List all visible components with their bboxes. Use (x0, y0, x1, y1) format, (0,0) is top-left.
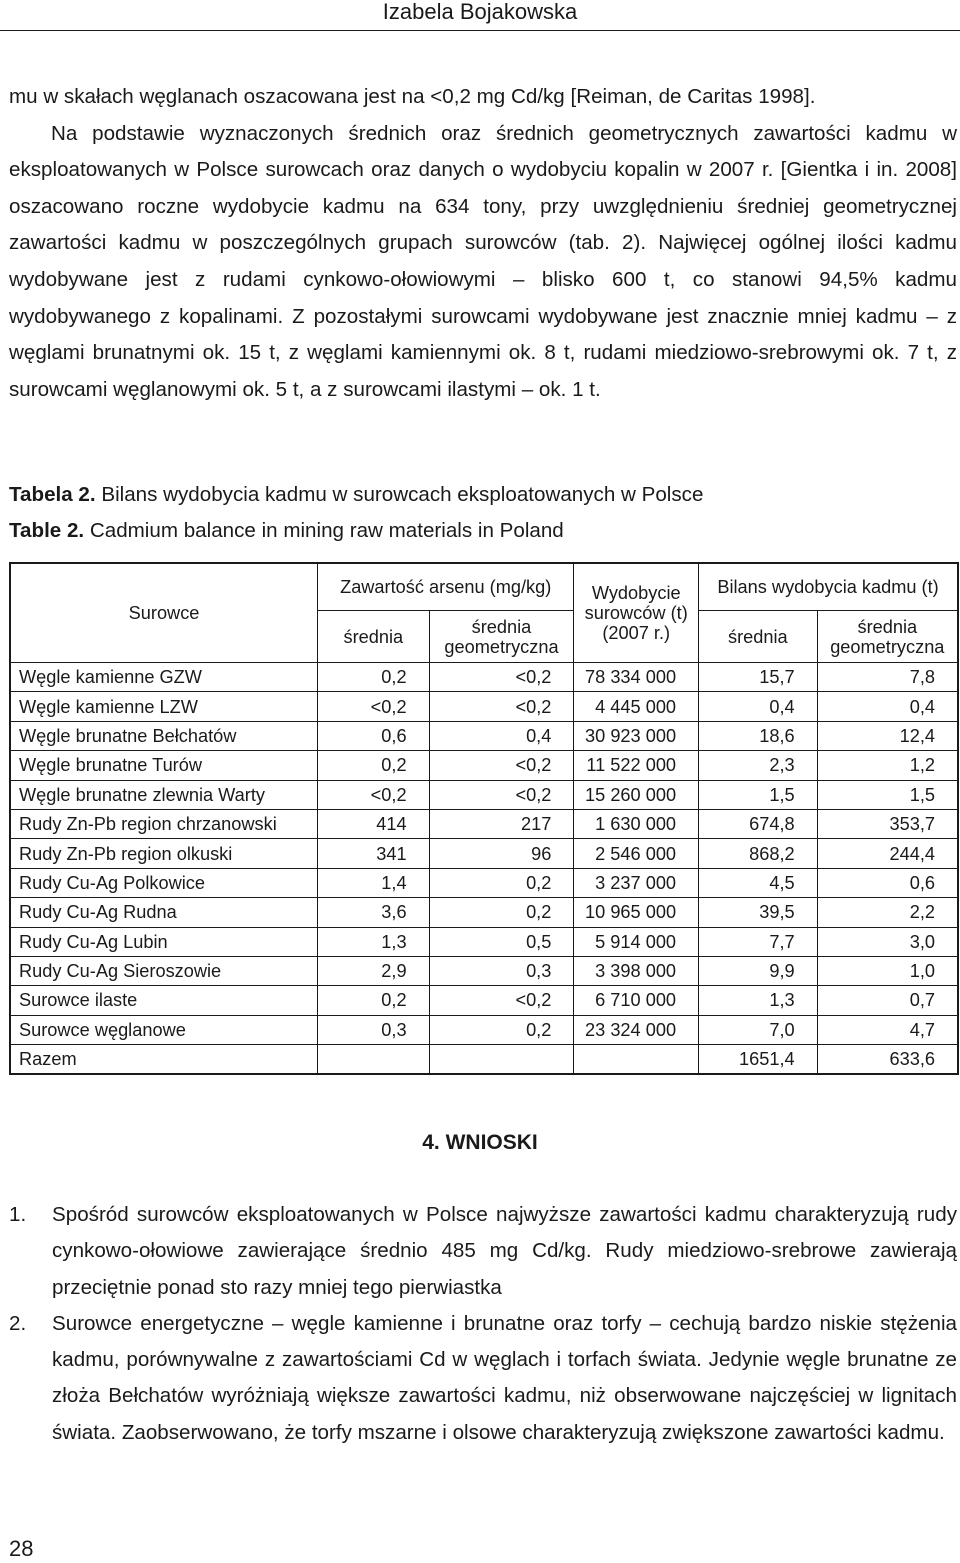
cell-bilans-srednia: 2,3 (699, 751, 818, 780)
table-row (10, 927, 958, 956)
header-wydobycie: Wydobycie surowców (t) (2007 r.) (574, 563, 699, 663)
cell-bilans-srednia-geometryczna: 1,0 (817, 956, 958, 985)
row-label: Węgle kamienne LZW (10, 692, 318, 721)
running-header: Izabela Bojakowska (382, 0, 578, 24)
table-row (10, 809, 958, 838)
table-caption (9, 477, 957, 549)
cell-bilans-srednia-geometryczna: 244,4 (817, 839, 958, 868)
list-item (9, 1306, 957, 1451)
table-row (10, 1015, 958, 1044)
header-bilans: Bilans wydobycia kadmu (t) (699, 563, 958, 611)
cell-wydobycie: 15 260 000 (574, 780, 699, 809)
cell-bilans-srednia: 4,5 (699, 868, 818, 897)
cell-bilans-srednia-geometryczna: 12,4 (817, 721, 958, 750)
row-label: Surowce węglanowe (10, 1015, 318, 1044)
header-surowce: Surowce (10, 563, 318, 663)
table-row (10, 780, 958, 809)
row-label: Węgle kamienne GZW (10, 663, 318, 692)
table-row (10, 839, 958, 868)
table-cell (429, 1045, 574, 1075)
cell-bilans-srednia-geometryczna: 0,6 (817, 868, 958, 897)
cell-srednia-geometryczna: 217 (429, 809, 574, 838)
body-text (9, 79, 957, 408)
list-item (9, 1197, 957, 1306)
cell-wydobycie: 5 914 000 (574, 927, 699, 956)
caption-text: Bilans wydobycia kadmu w surowcach eksploatowanych w Polsce (95, 483, 704, 506)
cadmium-balance-table (9, 562, 959, 1075)
cell-bilans-srednia: 674,8 (699, 809, 818, 838)
paragraph: Na podstawie wyznaczonych średnich oraz średnich geometrycznych zawartości kadmu w eksploatowanych w Polsce surowcach oraz danych o wydobyciu kopalin w 2007 r. [Gientka i in. 2008] oszacowano roczne wydobycie kadmu na 634 tony, przy uwzględnieniu średniej geometrycznej zawartości kadmu w poszczególnych grupach surowców (tab. 2). Najwięcej ogólnej ilości kadmu wydobywane jest z rudami cynkowo-ołowiowymi – blisko 600 t, co stanowi 94,5% kadmu wydobywanego z kopalinami. Z pozostałymi surowcami wydobywane jest znacznie mniej kadmu – z węglami brunatnymi ok. 15 t, z węglami kamiennymi ok. 8 t, rudami miedziowo-srebrowymi ok. 7 t, z surowcami węglanowymi ok. 5 t, a z surowcami ilastymi – ok. 1 t. (9, 121, 957, 401)
cell-srednia: 0,2 (318, 663, 430, 692)
cell-bilans-srednia-geometryczna: 1,5 (817, 780, 958, 809)
table-body (10, 663, 958, 1045)
cell-srednia-geometryczna: 0,2 (429, 1015, 574, 1044)
header-srednia: średnia (318, 611, 430, 663)
cell-srednia: 414 (318, 809, 430, 838)
cell-srednia-geometryczna: <0,2 (429, 986, 574, 1015)
row-label: Rudy Cu-Ag Polkowice (10, 868, 318, 897)
caption-polish (9, 477, 957, 513)
cell-srednia: <0,2 (318, 780, 430, 809)
cell-bilans-srednia-geometryczna: 0,4 (817, 692, 958, 721)
cell-wydobycie: 10 965 000 (574, 898, 699, 927)
cell-srednia: 3,6 (318, 898, 430, 927)
cell-srednia-geometryczna: 96 (429, 839, 574, 868)
row-label: Rudy Cu-Ag Sieroszowie (10, 956, 318, 985)
header-srednia-geometryczna: średnia geometryczna (817, 611, 958, 663)
cell-bilans-srednia-geometryczna: 3,0 (817, 927, 958, 956)
cell-wydobycie: 11 522 000 (574, 751, 699, 780)
cell-srednia: 1,4 (318, 868, 430, 897)
row-label: Surowce ilaste (10, 986, 318, 1015)
paragraph: mu w skałach węglanach oszacowana jest na <0,2 mg Cd/kg [Reiman, de Caritas 1998]. (9, 85, 816, 108)
row-label: Rudy Cu-Ag Lubin (10, 927, 318, 956)
cell-bilans-srednia: 1,5 (699, 780, 818, 809)
caption-english (9, 513, 957, 549)
table-cell (318, 1045, 430, 1075)
cell-bilans-srednia: 15,7 (699, 663, 818, 692)
table-row (10, 986, 958, 1015)
cell-srednia: 0,6 (318, 721, 430, 750)
row-label: Węgle brunatne Bełchatów (10, 721, 318, 750)
cell-srednia: 0,2 (318, 751, 430, 780)
cell-bilans-srednia-geometryczna: 1,2 (817, 751, 958, 780)
cell-wydobycie: 4 445 000 (574, 692, 699, 721)
cell-wydobycie: 2 546 000 (574, 839, 699, 868)
table-row (10, 721, 958, 750)
cell-srednia-geometryczna: <0,2 (429, 663, 574, 692)
cell-srednia-geometryczna: <0,2 (429, 692, 574, 721)
cell-srednia-geometryczna: 0,2 (429, 868, 574, 897)
cell-bilans-srednia: 1,3 (699, 986, 818, 1015)
table-total-row (10, 1045, 958, 1075)
cell-wydobycie: 1 630 000 (574, 809, 699, 838)
cell-bilans-srednia-geometryczna: 2,2 (817, 898, 958, 927)
caption-text: Cadmium balance in mining raw materials in Poland (84, 519, 564, 542)
cell-srednia-geometryczna: 0,2 (429, 898, 574, 927)
total-srednia: 1651,4 (699, 1045, 818, 1075)
cell-bilans-srednia-geometryczna: 353,7 (817, 809, 958, 838)
cell-bilans-srednia: 0,4 (699, 692, 818, 721)
list-number: 1. (9, 1203, 27, 1226)
table-cell (574, 1045, 699, 1075)
row-label: Węgle brunatne zlewnia Warty (10, 780, 318, 809)
cell-wydobycie: 23 324 000 (574, 1015, 699, 1044)
table-row (10, 868, 958, 897)
table-row (10, 898, 958, 927)
row-label: Węgle brunatne Turów (10, 751, 318, 780)
cell-bilans-srednia: 868,2 (699, 839, 818, 868)
total-srednia-geometryczna: 633,6 (817, 1045, 958, 1075)
page-number: 28 (9, 1536, 34, 1561)
cell-wydobycie: 3 398 000 (574, 956, 699, 985)
cell-bilans-srednia: 18,6 (699, 721, 818, 750)
cell-srednia: <0,2 (318, 692, 430, 721)
cell-bilans-srednia-geometryczna: 0,7 (817, 986, 958, 1015)
table-row (10, 692, 958, 721)
caption-label: Table 2. (9, 519, 85, 542)
cell-bilans-srednia: 7,0 (699, 1015, 818, 1044)
cell-wydobycie: 78 334 000 (574, 663, 699, 692)
list-text: Surowce energetyczne – węgle kamienne i brunatne oraz torfy – cechują bardzo niskie stężenia kadmu, porównywalne z zawartościami Cd w węglach i torfach świata. Jedynie węgle brunatne ze złoża Bełchatów wyróżniają większe zawartości kadmu, niż obserwowane najczęściej w lignitach świata. Zaobserwowano, że torfy mszarne i olsowe charakteryzują zwiększone zawartości kadmu. (52, 1311, 957, 1444)
cell-srednia: 341 (318, 839, 430, 868)
cell-srednia: 2,9 (318, 956, 430, 985)
cell-srednia: 0,2 (318, 986, 430, 1015)
list-number: 2. (9, 1311, 27, 1335)
caption-label: Tabela 2. (9, 483, 96, 506)
cell-wydobycie: 3 237 000 (574, 868, 699, 897)
cell-bilans-srednia: 39,5 (699, 898, 818, 927)
header-srednia-geometryczna: średnia geometryczna (429, 611, 574, 663)
cell-bilans-srednia: 9,9 (699, 956, 818, 985)
table-row (10, 751, 958, 780)
row-label: Rudy Zn-Pb region olkuski (10, 839, 318, 868)
cell-srednia-geometryczna: <0,2 (429, 751, 574, 780)
table-row (10, 956, 958, 985)
list-text: Spośród surowców eksploatowanych w Polsce najwyższe zawartości kadmu charakteryzują rudy cynkowo-ołowiowe zawierające średnio 485 mg Cd/kg. Rudy miedziowo-srebrowe zawierają przeciętnie ponad sto razy mniej tego pierwiastka (52, 1203, 957, 1299)
cell-bilans-srednia-geometryczna: 4,7 (817, 1015, 958, 1044)
cell-bilans-srednia: 7,7 (699, 927, 818, 956)
row-label: Rudy Zn-Pb region chrzanowski (10, 809, 318, 838)
header-zawartosc: Zawartość arsenu (mg/kg) (318, 563, 574, 611)
cell-bilans-srednia-geometryczna: 7,8 (817, 663, 958, 692)
header-divider (0, 30, 960, 31)
cell-wydobycie: 6 710 000 (574, 986, 699, 1015)
cell-wydobycie: 30 923 000 (574, 721, 699, 750)
cell-srednia-geometryczna: <0,2 (429, 780, 574, 809)
cell-srednia-geometryczna: 0,3 (429, 956, 574, 985)
section-title: 4. WNIOSKI (422, 1131, 538, 1154)
total-label: Razem (10, 1045, 318, 1075)
cell-srednia: 0,3 (318, 1015, 430, 1044)
cell-srednia-geometryczna: 0,5 (429, 927, 574, 956)
table-row (10, 663, 958, 692)
cell-srednia-geometryczna: 0,4 (429, 721, 574, 750)
cell-srednia: 1,3 (318, 927, 430, 956)
row-label: Rudy Cu-Ag Rudna (10, 898, 318, 927)
header-srednia: średnia (699, 611, 818, 663)
conclusions-list (9, 1197, 957, 1451)
